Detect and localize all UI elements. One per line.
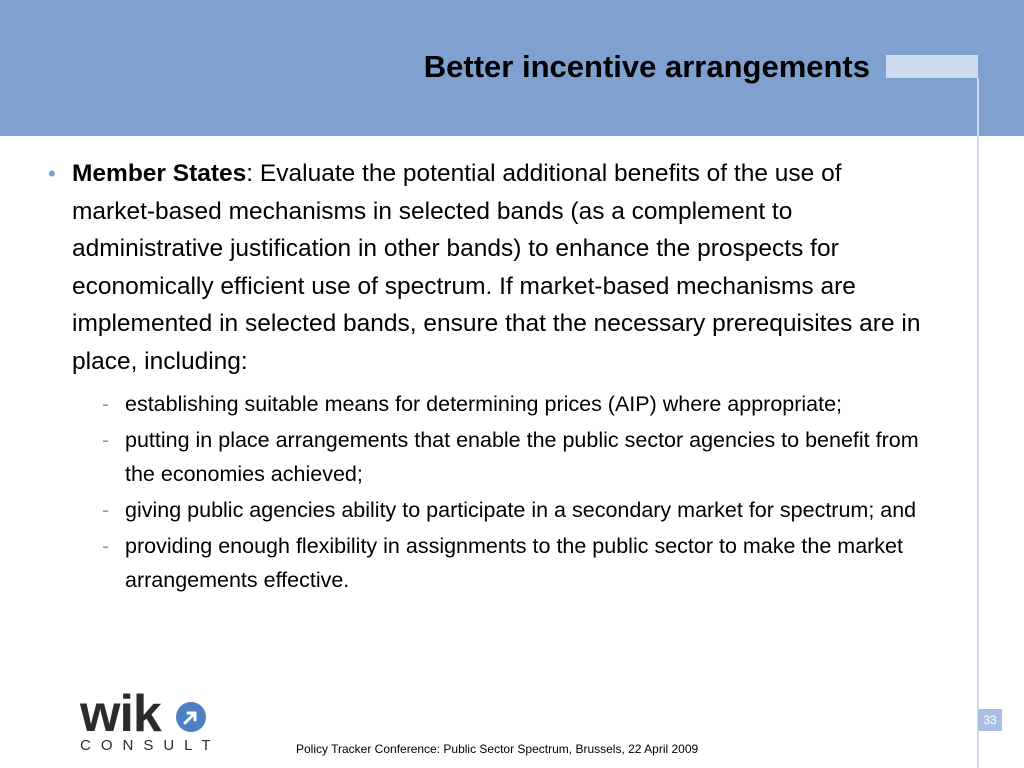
sub-item-text: putting in place arrangements that enable the public sector agencies to benefit from the economies achieved;: [125, 428, 919, 486]
slide-content: [48, 155, 928, 599]
logo-arrow-icon: [176, 702, 206, 732]
header-accent-box: [886, 55, 978, 78]
sub-item-text: giving public agencies ability to participate in a secondary market for spectrum; and: [125, 498, 917, 522]
bullet-marker: •: [48, 161, 56, 186]
bullet-text: [72, 155, 928, 380]
sub-marker: -: [102, 534, 110, 558]
sub-item: [102, 423, 928, 491]
sub-marker: -: [102, 428, 110, 452]
sub-item-text: providing enough flexibility in assignments to the public sector to make the market arrangements effective.: [125, 534, 903, 592]
slide-title: Better incentive arrangements: [423, 49, 870, 84]
sub-marker: -: [102, 392, 110, 416]
bullet-lead: Member States: [72, 160, 247, 187]
sub-list: [102, 387, 928, 597]
sub-item-text: establishing suitable means for determining prices (AIP) where appropriate;: [125, 392, 843, 416]
wik-consult-logo: [80, 685, 221, 758]
sub-item: [102, 493, 928, 527]
right-divider-line: [977, 78, 979, 768]
sub-item: [102, 529, 928, 597]
main-bullet: [48, 155, 928, 380]
sub-item: [102, 387, 928, 421]
bullet-body: : Evaluate the potential additional benefits of the use of market-based mechanisms in selected bands (as a complement to administrative justification in other bands) to enhance the prospects for economically efficient use of spectrum. If market-based mechanisms are implemented in selected bands, ensure that the necessary prerequisites are in place, including:: [72, 160, 921, 375]
logo-subtitle: CONSULT: [80, 737, 221, 754]
sub-marker: -: [102, 498, 110, 522]
page-number: 33: [978, 709, 1002, 731]
logo-wordmark: wik: [80, 685, 161, 743]
footer-caption: Policy Tracker Conference: Public Sector Spectrum, Brussels, 22 April 2009: [296, 742, 699, 756]
